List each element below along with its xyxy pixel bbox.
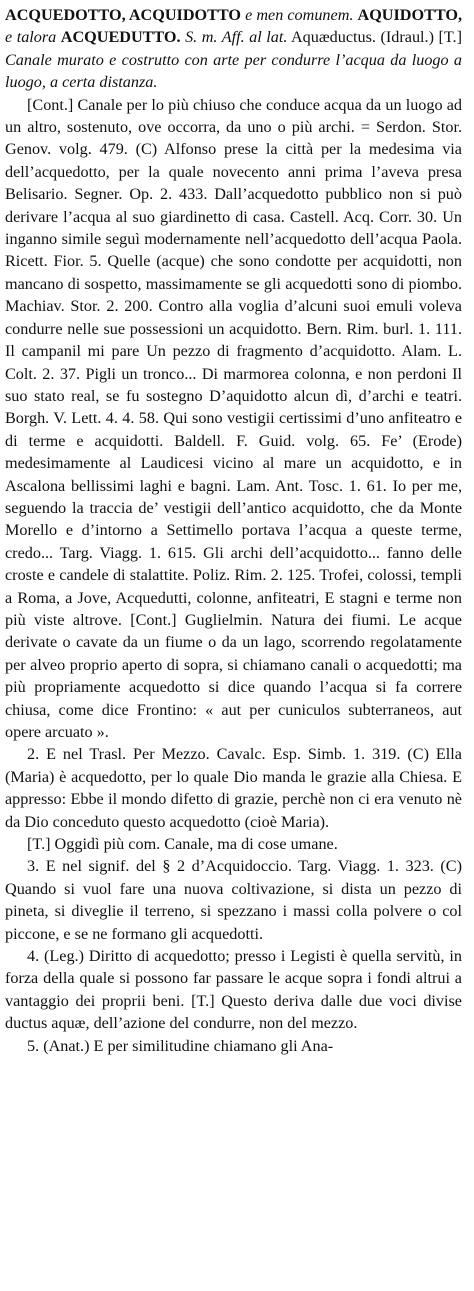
grammar-note: S. m. Aff. al lat.: [180, 28, 288, 47]
etymology: Aquæductus. (Idraul.) [T.]: [287, 28, 462, 47]
headword-2: AQUIDOTTO,: [357, 6, 463, 24]
entry-head-paragraph: [5, 4, 462, 94]
paragraph-5: 5. (Anat.) E per similitudine chiamano gli Ana-: [27, 1036, 334, 1055]
paragraph-cont: [Cont.] Canale per lo più chiuso che conduce acqua da un luogo ad un altro, sostenuto, ove occorra, da uno o più archi. = Serdon. Stor. Genov. volg. 479. (C) Alfonso prese la città per la medesima via dell’acquedotto, per la quale novecento anni prima l’aveva presa Belisario. Segner. Op. 2. 433. Dall’acquedotto pubblico non si può derivare l’acqua al suo giardinetto di casa. Castell. Acq. Corr. 30. Un inganno simile seguì modernamente nell’acquedotto dell’acqua Paola. Ricett. Fior. 5. Quelle (acque) che sono condotte per acquidotti, non mancano di sospetto, massimamente se gli acquedotti sono di piombo. Machiav. Stor. 2. 200. Contro alla voglia d’alcuni suoi emuli voleva condurre nelle sue possessioni un acquidotto. Bern. Rim. burl. 1. 111. Il campanil mi pare Un pezzo di fragmento d’acquidotto. Alam. L. Colt. 2. 37. Pigli un tronco... Di marmorea colonna, e non perdoni Il suo stato real, se fu sostegno D’aquidotto alcun dì, d’archi e teatri. Borgh. V. Lett. 4. 4. 58. Qui sono vestigii certissimi d’uno anfiteatro e di terme e acquidotti. Baldell. F. Guid. volg. 65. Fe’ (Erode) medesimamente al Laudicesi vicino al mare un acquidotto, e in Ascalona bellissimi laghi e bagni. Lam. Ant. Tosc. 1. 61. Io per me, seguendo la traccia de’ vestigii dell’antico acquidotto, che da Monte Morello e d’intorno a Settimello portava l’acqua a queste terme, credo... Targ. Viagg. 1. 615. Gli archi dell’acquidotto... fanno delle croste e candele di stalattite. Poliz. Rim. 2. 125. Trofei, colossi, templi a Roma, a Jove, Acquedutti, colonne, anfiteatri, E stagni e terme non più viste altrove. [Cont.] Guglielmin. Natura dei fiumi. Le acque derivate o cavate da un fiume o da un lago, scorrendo regolatamente per alveo proprio aperto di sopra, si chiamano canali o acquedotti; ma più propriamente acquedotto si dice quando l’acqua si fa correre chiusa, come dice Frontino: « aut per cuniculos subterraneos, aut opere arcuato ».: [5, 95, 462, 741]
paragraph-2: 2. E nel Trasl. Per Mezzo. Cavalc. Esp. Simb. 1. 319. (C) Ella (Maria) è acquedotto, per lo quale Dio manda le grazie alla Chiesa. E appresso: Ebbe il mondo difetto di grazie, perchè non ci era venuto nè da Dio conceduto questo acquedotto (cioè Maria).: [5, 745, 462, 831]
gloss-2: e talora: [5, 28, 61, 47]
paragraph-4: 4. (Leg.) Diritto di acquedotto; presso i Legisti è quella servitù, in forza della quale si possono far passare le acque sopra i fondi altrui a vantaggio dei proprii beni. [T.] Questo deriva dalle due voci divise ductus aquæ, dell’azione del condurre, non del mezzo.: [5, 947, 462, 1033]
paragraph-t-note: [T.] Oggidì più com. Canale, ma di cose umane.: [27, 835, 338, 854]
headword-1: ACQUEDOTTO, ACQUIDOTTO: [5, 6, 241, 24]
definition: Canale murato e costrutto con arte per condurre l’acqua da luogo a luogo, a certa distanza.: [5, 50, 462, 92]
headword-3: ACQUEDUTTO.: [60, 28, 181, 47]
gloss-1: e men comunem.: [241, 6, 358, 24]
paragraph-3: 3. E nel signif. del § 2 d’Acquidoccio. Targ. Viagg. 1. 323. (C) Quando si vuol fare una nuova coltivazione, si dista un pezzo di pineta, si diveglie il terreno, si spezzano i massi colla polvere o col piccone, e se ne formano gli acquedotti.: [5, 857, 462, 943]
